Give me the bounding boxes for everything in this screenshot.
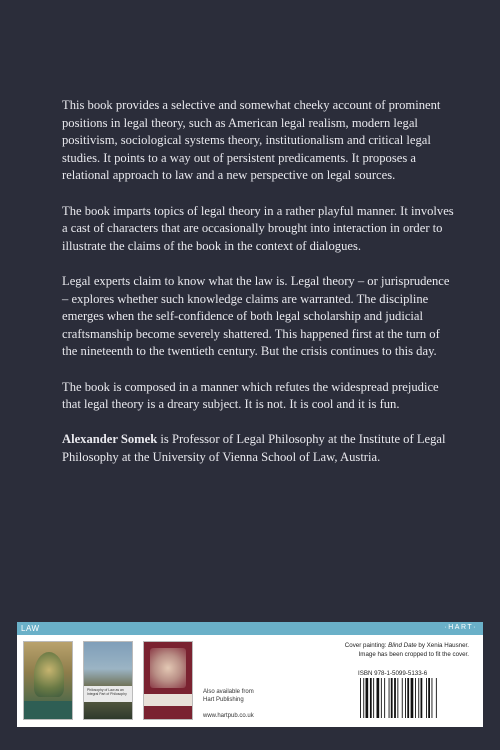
barcode-image	[358, 678, 473, 722]
blurb-paragraph-4: The book is composed in a manner which refutes the widespread prejudice that legal theory is a dreary subject. It is not. It is cool and it is fun.	[62, 379, 439, 412]
related-book-cover-2	[83, 641, 133, 720]
blurb-paragraph-1: This book provides a selective and somewhat cheeky account of prominent positions in legal theory, such as American legal realism, modern legal positivism, sociological systems theory, institutionalism and critical legal studies. It points to a way out of persistent predicaments. It proposes a relational approach to law and a new perspective on legal sources.	[62, 98, 441, 183]
tree-painting-image	[34, 652, 64, 697]
publisher-mark: ·HART·	[444, 624, 477, 631]
related-book-title-2: Philosophy of Law as an Integral Part of Philosophy	[87, 688, 127, 696]
also-available-text: Also available from Hart Publishing	[203, 689, 254, 703]
author-bio	[62, 431, 457, 466]
category-label: LAW	[21, 624, 40, 633]
related-book-cover-1	[23, 641, 73, 720]
related-book-cover-3	[143, 641, 193, 720]
publisher-url: www.hartpub.co.uk	[203, 713, 254, 719]
author-name: Alexander Somek	[62, 432, 158, 447]
ornament-image	[150, 648, 186, 688]
category-bar	[17, 622, 483, 635]
author-bio-text: is Professor of Legal Philosophy at the Institute of Legal Philosophy at the University of Vienna School of Law, Austria.	[62, 432, 446, 464]
isbn-label: ISBN 978-1-5099-5133-6	[358, 670, 428, 677]
painting-title: Blind Date	[388, 642, 417, 649]
back-cover-text	[62, 97, 457, 484]
blurb-paragraph-2: The book imparts topics of legal theory in a rather playful manner. It involves a cast of characters that are occasionally brought into interaction in order to illustrate the claims of the book in the context of dialogues.	[62, 203, 454, 253]
publisher-panel	[17, 622, 483, 727]
blurb-paragraph-3: Legal experts claim to know what the law is. Legal theory – or jurisprudence – explores whether such knowledge claims are warranted. The discipline emerges when the self-confidence of both legal scholarship and judicial craftsmanship become severely shattered. This happened first at the turn of the nineteenth to the twentieth century. But the crisis continues to this day.	[62, 273, 450, 359]
cover-credit: Cover painting: Blind Date by Xenia Hausner. Image has been cropped to fit the cover.	[344, 642, 469, 658]
